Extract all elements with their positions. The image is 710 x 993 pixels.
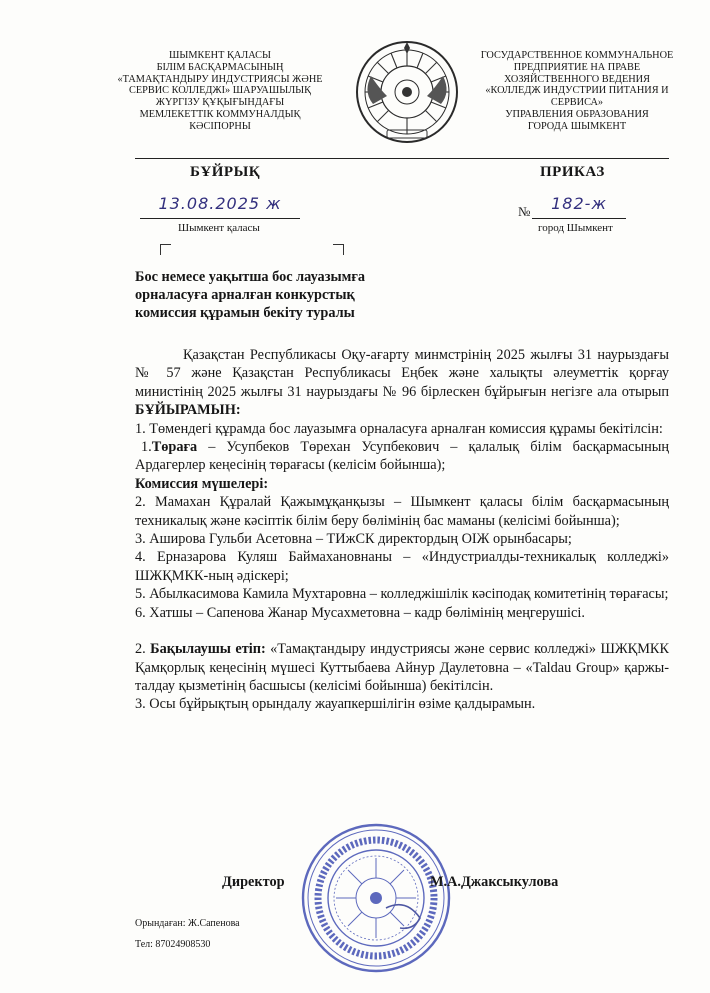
order-title-ru: ПРИКАЗ [540,164,605,180]
item-1: 1. Төмендегі құрамда бос лауазымға орналасуға арналған комиссия құрамы бекітілсін: [135,420,663,437]
header-line: «ТАМАҚТАНДЫРУ ИНДУСТРИЯСЫ ЖӘНЕ [117,73,323,85]
preamble-text: Қазақстан Республикасы Оқу-ағарту минмстрінің 2025 жылғы 31 наурыздағы № 57 және Қазақстан Республикасы Еңбек және халықты әлеуметтік қорғау министінің 2025 жылғы 31 наурыздағы № 96 бірлескен бұйрығын негізге ала отырып [135,347,669,400]
header-line: ХОЗЯЙСТВЕННОГО ВЕДЕНИЯ [504,73,650,85]
chair-text: – Усупбеков Төрехан Усупбекович – қалалық білім басқармасының Ардагерлер кеңесінің төрағасы (келісім бойынша); [135,439,669,474]
number-sign: № [518,204,531,219]
header-line: ГОРОДА ШЫМКЕНТ [527,120,627,132]
city-kz: Шымкент қаласы [178,222,260,234]
header-org-ru [468,50,686,133]
header-line: КӘСІПОРНЫ [189,120,251,132]
number-underline [532,218,626,219]
subject-line: Бос немесе уақытша бос лауазымға [135,269,365,285]
header-line: «КОЛЛЕДЖ ИНДУСТРИИ ПИТАНИЯ И [485,85,669,97]
item-2 [135,640,669,695]
signature-title: Директор [222,874,285,890]
header-line: СЕРВИСА» [550,97,604,109]
order-title-kz: БҰЙРЫҚ [190,164,261,180]
item-2-label: Бақылаушы етіп: [150,641,266,658]
header-line: УПРАВЛЕНИЯ ОБРАЗОВАНИЯ [505,108,649,120]
chair-number: 1. [141,439,152,456]
member-item: 3. Аширова Гульби Асетовна – ТИжСК директордың ОІЖ орынбасары; [135,531,572,548]
subject-line: орналасуға арналған конкурстық [135,287,355,303]
paragraph-gap [135,622,669,640]
executor: Орындаған: Ж.Сапенова [135,918,240,929]
kazakhstan-state-emblem-icon [353,38,461,150]
subject-corner-left [160,244,171,255]
header-org-kz [100,50,340,133]
member-item: 4. Ерназарова Куляш Баймахановнаны – «Индустриалды-техникалық колледжі» ШЖҚМКК-ның әдіскері; [135,549,669,584]
header-line: ЖҮРГІЗУ ҚҰҚЫҒЫНДАҒЫ [155,97,285,109]
member-item: 2. Мамахан Құралай Қажымұқанқызы – Шымкент қаласы білім басқармасының техникалық және кәсіптік білім беру бөлімінің бас маманы (келісімі бойынша); [135,494,669,529]
city-ru: город Шымкент [538,222,613,234]
order-date: 13.08.2025 ж [158,194,282,213]
subject-line: комиссия құрамын бекіту туралы [135,305,355,321]
chair-item [135,438,669,475]
signature-name: М.А.Джаксыкулова [430,874,559,890]
preamble [135,346,669,420]
official-round-stamp-icon [300,822,452,974]
member-item: 6. Хатшы – Сапенова Жанар Мусахметовна – кадр бөлімінің меңгерушісі. [135,604,585,621]
header-line: ШЫМКЕНТ ҚАЛАСЫ [168,50,272,61]
header-line: СЕРВИС КОЛЛЕДЖІ» ШАРУАШЫЛЫҚ [128,85,312,97]
chair-label: Төраға [151,439,198,456]
date-underline [140,218,300,219]
member-item: 5. Абылкасимова Камила Мухтаровна – колледжішілік кәсіподақ комитетінің төрағасы; [135,586,669,603]
item-2-number: 2. [135,641,151,658]
order-body [135,346,669,714]
header-line: БІЛІМ БАСҚАРМАСЫНЫҢ [156,61,284,73]
header-line: МЕМЛЕКЕТТІК КОММУНАЛДЫҚ [139,108,301,120]
members-heading: Комиссия мүшелері: [135,475,269,492]
order-subject [135,268,435,322]
order-number: 182-ж [551,194,607,213]
item-2-text: «Тамақтандыру индустриясы және сервис колледжі» ШЖҚМКК Қамқорлық кеңесінің мүшесі Куттыбаева Айнур Даулетовна – «Taldau Group» қаржы-талдау қызметінің басшысы (келісімі бойынша) бекітілсін. [135,641,669,694]
item-3: 3. Осы бұйрықтың орындалу жауапкершілігін өзіме қалдырамын. [135,696,536,713]
subject-corner-right [333,244,344,255]
preamble-directive: БҰЙЫРАМЫН: [135,402,241,419]
header-line: ГОСУДАРСТВЕННОЕ КОММУНАЛЬНОЕ [480,50,674,61]
executor-phone: Тел: 87024908530 [135,939,211,950]
header-divider [135,158,669,159]
header-line: ПРЕДПРИЯТИЕ НА ПРАВЕ [513,61,641,73]
